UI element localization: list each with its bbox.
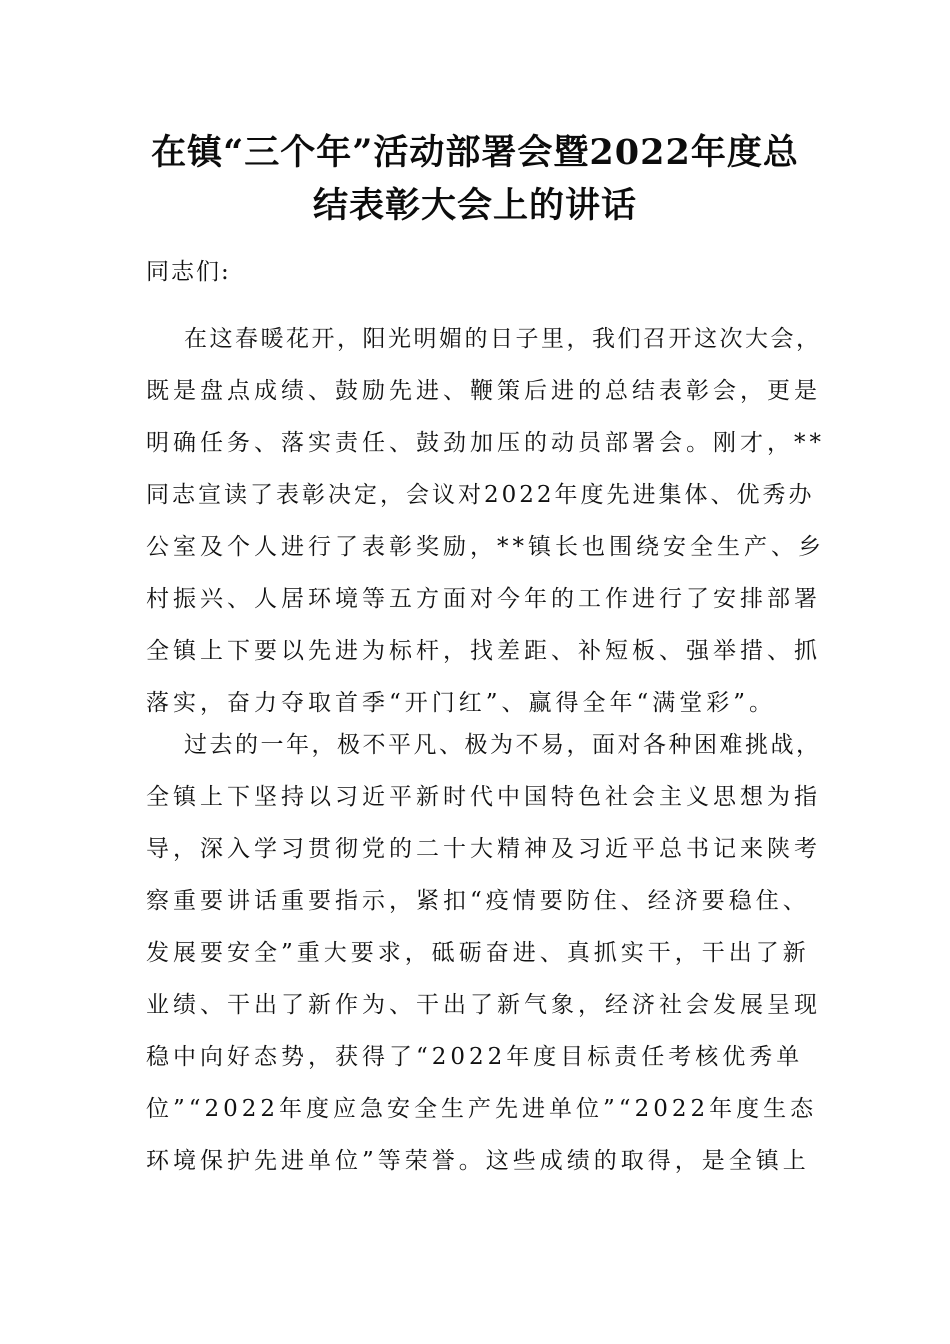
text-line: 明确任务、落实责任、鼓劲加压的动员部署会。刚才，** (146, 430, 825, 456)
text-line: 稳中向好态势，获得了“2022年度目标责任考核优秀单 (146, 1044, 804, 1070)
paragraph (146, 313, 826, 729)
document-title (120, 126, 830, 232)
title-line: 结表彰大会上的讲话 (312, 185, 637, 226)
salutation: 同志们: (146, 259, 231, 285)
text-line: 环境保护先进单位”等荣誉。这些成绩的取得，是全镇上 (146, 1148, 810, 1174)
text-line: 导，深入学习贯彻党的二十大精神及习近平总书记来陕考 (146, 836, 821, 862)
text-line: 在这春暖花开，阳光明媚的日子里，我们召开这次大会， (184, 326, 822, 352)
text-line: 村振兴、人居环境等五方面对今年的工作进行了安排部署 (146, 586, 821, 612)
text-line: 公室及个人进行了表彰奖励，**镇长也围绕安全生产、乡 (146, 534, 825, 560)
paragraph (146, 719, 826, 1187)
text-line: 业绩、干出了新作为、干出了新气象，经济社会发展呈现 (146, 992, 821, 1018)
text-line: 既是盘点成绩、鼓励先进、鞭策后进的总结表彰会，更是 (146, 378, 821, 404)
title-line: 在镇“三个年”活动部署会暨2022年度总 (151, 132, 799, 173)
text-line: 察重要讲话重要指示，紧扣“疫情要防住、经济要稳住、 (146, 888, 810, 914)
text-line: 落实，奋力夺取首季“开门红”、赢得全年“满堂彩”。 (146, 690, 777, 716)
text-line: 发展要安全”重大要求，砥砺奋进、真抓实干，干出了新 (146, 940, 810, 966)
text-line: 全镇上下坚持以习近平新时代中国特色社会主义思想为指 (146, 784, 821, 810)
text-line: 全镇上下要以先进为标杆，找差距、补短板、强举措、抓 (146, 638, 821, 664)
text-line: 同志宣读了表彰决定，会议对2022年度先进集体、优秀办 (146, 482, 815, 508)
text-line: 位”“2022年度应急安全生产先进单位”“2022年度生态 (146, 1096, 818, 1122)
text-line: 过去的一年，极不平凡、极为不易，面对各种困难挑战， (184, 732, 822, 758)
